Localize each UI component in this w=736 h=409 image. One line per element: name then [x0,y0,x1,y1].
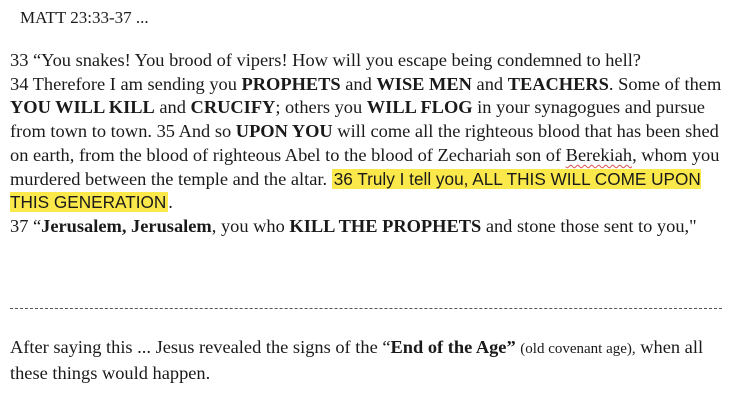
dashed-divider [10,308,722,309]
text-run: when all these things would happen. [10,337,704,383]
emphasis-end-of-age: End of the Age” [390,337,516,357]
parenthetical-note: (old covenant age), [520,341,636,357]
emphasis-jerusalem: Jerusalem, Jerusalem [41,215,212,236]
scripture-reference: MATT 23:33-37 ... [20,8,149,27]
emphasis-prophets: PROPHETS [241,73,341,94]
emphasis-teachers: TEACHERS [507,73,609,94]
scripture-passage [10,49,732,239]
emphasis-kill-the-prophets: KILL THE PROPHETS [289,215,482,236]
text-run: , you who [211,215,290,236]
text-run: and [154,97,191,118]
verse-33: 33 “You snakes! You brood of vipers! How will you escape being condemned to hell? [10,50,641,70]
text-run: will come all the righteous blood that has been shed on earth, from the blood of righteous Abel to the blood of Zechariah son of [10,121,719,165]
text-run: and stone those sent to you," [481,215,697,236]
text-run: 37 “ [10,215,42,236]
text-run: ; others you [275,97,367,118]
emphasis-wise-men: WISE MEN [376,73,472,94]
text-run: After saying this ... Jesus revealed the signs of the “ [10,337,391,357]
emphasis-upon-you: UPON YOU [235,121,333,142]
highlighted-verse-36: 36 Truly I tell you, ALL THIS WILL COME UPON THIS GENERATION [10,168,701,213]
emphasis-crucify: CRUCIFY [190,97,276,118]
text-run: , whom you murdered between the temple and the altar. [10,144,720,189]
text-run: 34 Therefore I am sending you [10,73,242,94]
emphasis-you-will-kill: YOU WILL KILL [10,97,155,118]
commentary-paragraph [10,335,732,385]
text-run: and [471,73,508,94]
text-run: in your synagogues and pursue from town to town. 35 And so [10,97,705,142]
text-run: . [168,192,173,213]
text-run: and [340,73,377,94]
misspelled-word: Berekiah [565,144,633,165]
emphasis-will-flog: WILL FLOG [366,97,473,118]
text-run: . Some of them [608,73,722,94]
